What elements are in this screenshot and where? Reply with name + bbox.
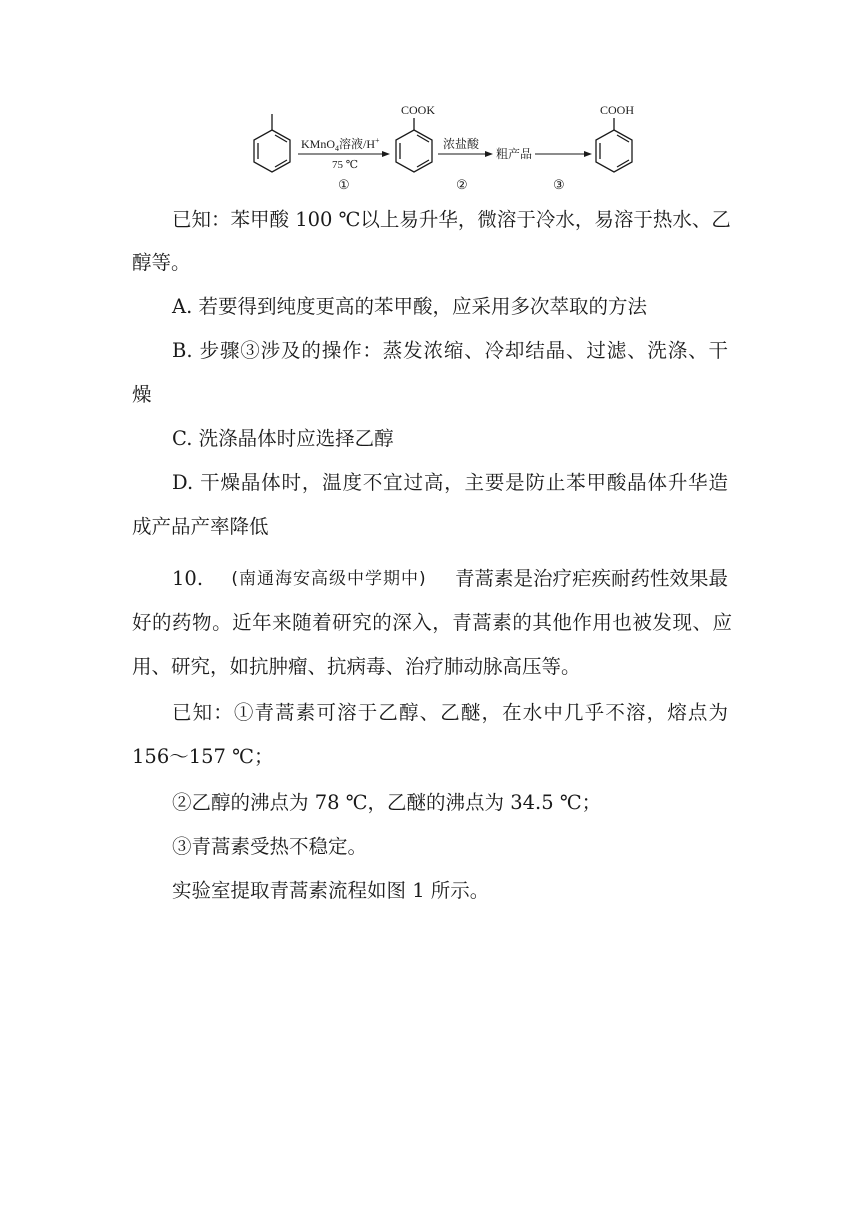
question-10-line-2: 好的药物。近年来随着研究的深入，青蒿素的其他作用也被发现、应 [132, 611, 732, 634]
crude-product-label: 粗产品 [496, 147, 533, 161]
cook-label: COOK [401, 103, 436, 117]
option-b-line-1: B. 步骤③涉及的操作：蒸发浓缩、冷却结晶、过滤、洗涤、干 [172, 339, 728, 362]
arrow-step-1 [298, 136, 390, 192]
step-3-label: ③ [553, 177, 565, 192]
reagent-1-bottom: 75 ℃ [332, 159, 359, 171]
arrow-step-2 [438, 136, 493, 192]
known2-line-2: 156～157 ℃； [132, 745, 274, 768]
question-10-line-1 [172, 565, 728, 593]
potassium-benzoate-structure [396, 118, 432, 172]
option-c: C. 洗涤晶体时应选择乙醇 [172, 427, 394, 450]
known-line-2: 醇等。 [132, 251, 191, 274]
question-10-text: 青蒿素是治疗疟疾耐药性效果最 [454, 567, 728, 590]
option-d-line-1: D. 干燥晶体时，温度不宜过高，主要是防止苯甲酸晶体升华造 [172, 471, 728, 494]
reagent-2-top: 浓盐酸 [443, 137, 480, 151]
reaction-scheme-diagram [248, 96, 668, 196]
question-10-number: 10. [172, 567, 204, 590]
reagent-1-top: KMnO$_4$溶液/H+ [301, 136, 380, 153]
benzoic-acid-structure [596, 118, 632, 172]
arrow-step-3 [535, 151, 592, 192]
toluene-structure [254, 114, 290, 172]
known2-item-2: ②乙醇的沸点为 78 ℃，乙醚的沸点为 34.5 ℃； [172, 791, 602, 814]
step-1-label: ① [338, 177, 350, 192]
option-b-line-2: 燥 [132, 383, 152, 406]
flow-intro: 实验室提取青蒿素流程如图 1 所示。 [172, 879, 490, 902]
known2-line-1: 已知：①青蒿素可溶于乙醇、乙醚，在水中几乎不溶，熔点为 [172, 701, 728, 724]
known-line-1: 已知：苯甲酸 100 ℃以上易升华，微溶于冷水，易溶于热水、乙 [172, 208, 731, 231]
question-10-line-3: 用、研究，如抗肿瘤、抗病毒、治疗肺动脉高压等。 [132, 655, 581, 678]
known2-item-3: ③青蒿素受热不稳定。 [172, 835, 368, 858]
option-a: A. 若要得到纯度更高的苯甲酸，应采用多次萃取的方法 [172, 295, 647, 318]
cooh-label: COOH [600, 103, 635, 117]
question-10-source: (南通海安高级中学期中) [231, 569, 427, 589]
option-d-line-2: 成产品产率降低 [132, 515, 269, 538]
step-2-label: ② [456, 177, 468, 192]
